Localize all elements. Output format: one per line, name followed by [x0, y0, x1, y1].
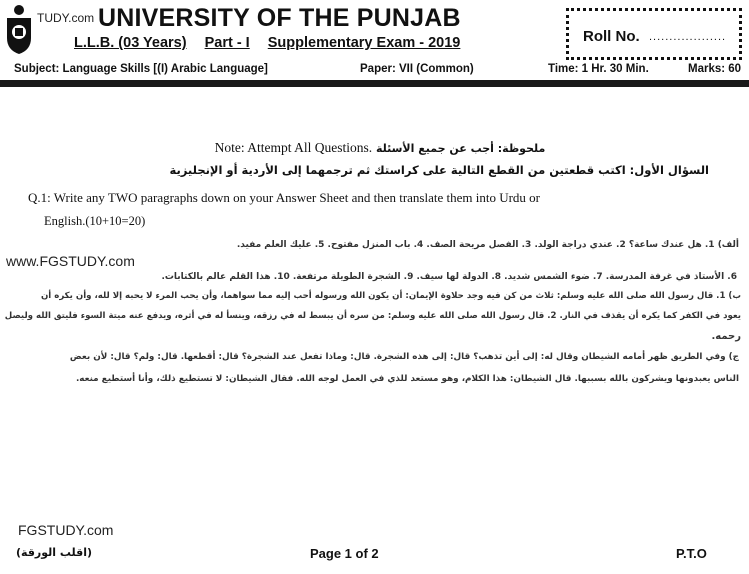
- arabic-line: ج) وفي الطريق ظهر أمامه الشيطان وقال له: إلى أين تذهب؟ قال: إلى هذه الشجرة. قال: وماذا تفعل عند الشجرة؟ قال: أقطعها. قال: ولم؟ قال: لأن بعض: [69, 352, 739, 362]
- arabic-line: ب) 1. قال رسول الله صلى الله عليه وسلم: ثلاث من كن فيه وجد حلاوة الإيمان: أن يكون الله ورسوله أحب إليه مما سواهما، وأن يحب المرء لا يحبه إلا لله، وأن يكره أن: [40, 291, 741, 301]
- watermark-top: TUDY.com: [37, 11, 95, 25]
- question-1-arabic: السؤال الأول: اكتب قطعتين من القطع التالية على كراستك ثم ترجمهما إلى الأردية أو الإنجليزية: [169, 163, 709, 177]
- program: L.L.B. (03 Years): [74, 35, 187, 51]
- arabic-line: ألف) 1. هل عندك ساعة؟ 2. عندي دراجة الولد. 3. الفصل مريحة الصف. 4. باب المنزل مفتوح. 5. عليك العلم مفيد.: [236, 240, 739, 250]
- watermark-footer: FGSTUDY.com: [18, 522, 114, 538]
- note: [200, 140, 560, 156]
- watermark-middle: www.FGSTUDY.com: [6, 253, 135, 269]
- note-english: Note: Attempt All Questions.: [214, 140, 373, 155]
- university-title: UNIVERSITY OF THE PUNJAB: [98, 4, 461, 32]
- arabic-line: رحمه.: [711, 331, 741, 342]
- marks: Marks: 60: [688, 63, 742, 75]
- arabic-line: 6. الأستاذ في غرفة المدرسة. 7. ضوء الشمس شديد. 8. الدولة لها سيف. 9. الشجرة الطويلة مرتفعة. 10. هذا القلم عالم بالكتابات.: [161, 272, 737, 282]
- arabic-line: يعود في الكفر كما يكره أن يقذف في النار. 2. قال رسول الله صلى الله عليه وسلم: من سره أن يبسط له في رزقه، وينسأ له في أثره، ويدفع عنه ميتة السوء فليتق الله وليصل: [4, 311, 741, 321]
- question-1-line-2: English.(10+10=20): [44, 214, 146, 228]
- paper: Paper: VII (Common): [360, 63, 474, 75]
- exam-subtitle: [74, 35, 474, 51]
- page-number: Page 1 of 2: [310, 546, 379, 561]
- header-divider: [0, 80, 749, 87]
- please-turn-over: P.T.O: [676, 546, 707, 561]
- arabic-line: الناس يعبدونها ويشركون بالله بسببها. قال الشيطان: هذا الكلام، وهو مستعد للذي في العمل لوجه الله. فقال الشيطان: لا تستطيع ذلك، وأنا أستطيع منعه.: [75, 374, 739, 384]
- roll-label: Roll No.: [583, 28, 640, 45]
- roll-number-box[interactable]: [566, 8, 742, 60]
- part: Part - I: [204, 35, 250, 51]
- time: Time: 1 Hr. 30 Min.: [548, 63, 649, 75]
- turn-over-arabic: (اقلب الورقة): [16, 546, 92, 559]
- roll-number-field[interactable]: ...................: [649, 31, 727, 43]
- subject: Subject: Language Skills [(I) Arabic Language]: [14, 63, 268, 75]
- university-crest-logo: [4, 4, 34, 56]
- exam-name: Supplementary Exam - 2019: [267, 35, 461, 51]
- note-arabic: ملحوظة: أجب عن جميع الأسئلة: [375, 142, 546, 155]
- question-1-line-1: Q.1: Write any TWO paragraphs down on your Answer Sheet and then translate them into Urdu or: [28, 190, 541, 205]
